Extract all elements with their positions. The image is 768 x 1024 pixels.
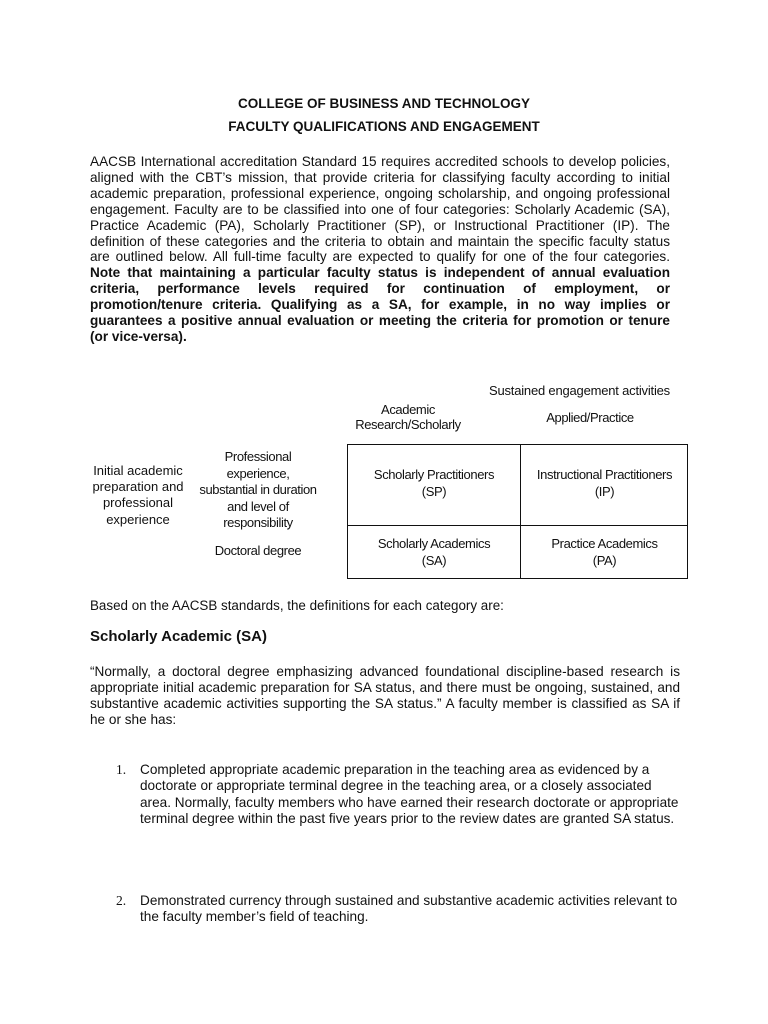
doctoral-degree-row-label: Doctoral degree [214, 543, 302, 558]
professional-experience-row-label: Professional experience, substantial in duration and level of responsibility [199, 449, 317, 530]
cell-instructional-practitioners [521, 466, 688, 500]
cell-name: Scholarly Practitioners [373, 467, 495, 482]
sustained-engagement-label: Sustained engagement activities [489, 383, 670, 398]
faculty-category-matrix [347, 444, 688, 579]
list-item-text: Completed appropriate academic preparation in the teaching area as evidenced by a doctorate or appropriate terminal degree in the teaching area, or a closely associated area. Normally, faculty members who have earned their research doctorate or appropriate terminal degree within the past five years prior to the review dates are granted SA status. [140, 762, 679, 826]
list-item-number: 2. [116, 893, 127, 908]
cell-abbr: (IP) [594, 484, 615, 499]
college-title: COLLEGE OF BUSINESS AND TECHNOLOGY [237, 96, 531, 111]
intro-bold-note: Note that maintaining a particular faculty status is independent of annual evaluation criteria, performance levels required for continuation of employment, or promotion/tenure criteria. Qualifying as a SA, for example, in no way implies or guarantees a positive annual evaluation or meeting the criteria for promotion or tenure (or vice-versa). [90, 265, 670, 344]
list-item-number: 1. [116, 762, 127, 777]
sa-definition-quote: “Normally, a doctoral degree emphasizing advanced foundational discipline-based research is appropriate initial academic preparation for SA status, and there must be ongoing, sustained, and substantive academic activities supporting the SA status.” A faculty member is classified as SA if he or she has: [90, 664, 680, 727]
initial-preparation-label: Initial academic preparation and professional experience [92, 463, 184, 527]
cell-abbr: (PA) [592, 553, 617, 568]
cell-abbr: (SP) [421, 484, 447, 499]
list-item-text: Demonstrated currency through sustained and substantive academic activities relevant to the faculty member’s field of teaching. [140, 893, 678, 925]
intro-paragraph [90, 154, 670, 345]
cell-scholarly-practitioners [348, 466, 520, 500]
matrix-horizontal-divider [348, 525, 687, 526]
cell-name: Practice Academics [551, 536, 658, 551]
academic-column-header: Academic Research/Scholarly [355, 402, 461, 432]
cell-scholarly-academics [348, 535, 520, 569]
sa-section-heading: Scholarly Academic (SA) [90, 628, 268, 645]
cell-abbr: (SA) [421, 553, 447, 568]
intro-text: AACSB International accreditation Standard 15 requires accredited schools to develop policies, aligned with the CBT’s mission, that provide criteria for classifying faculty according to initial academic preparation, professional experience, ongoing scholarship, and ongoing professional engagement. Faculty are to be classified into one of four categories: Scholarly Academic (SA), Practice Academic (PA), Scholarly Practitioner (SP), or Instructional Practitioner (IP). The definition of these categories and the criteria to obtain and maintain the specific faculty status are outlined below. All full-time faculty are expected to qualify for one of the four categories. [90, 154, 670, 265]
cell-practice-academics [521, 535, 688, 569]
list-item [116, 762, 679, 852]
applied-column-header: Applied/Practice [546, 410, 634, 425]
document-title: FACULTY QUALIFICATIONS AND ENGAGEMENT [228, 119, 540, 134]
cell-name: Scholarly Academics [377, 536, 491, 551]
list-item [116, 893, 676, 933]
definitions-intro: Based on the AACSB standards, the definitions for each category are: [90, 598, 504, 613]
cell-name: Instructional Practitioners [536, 467, 673, 482]
